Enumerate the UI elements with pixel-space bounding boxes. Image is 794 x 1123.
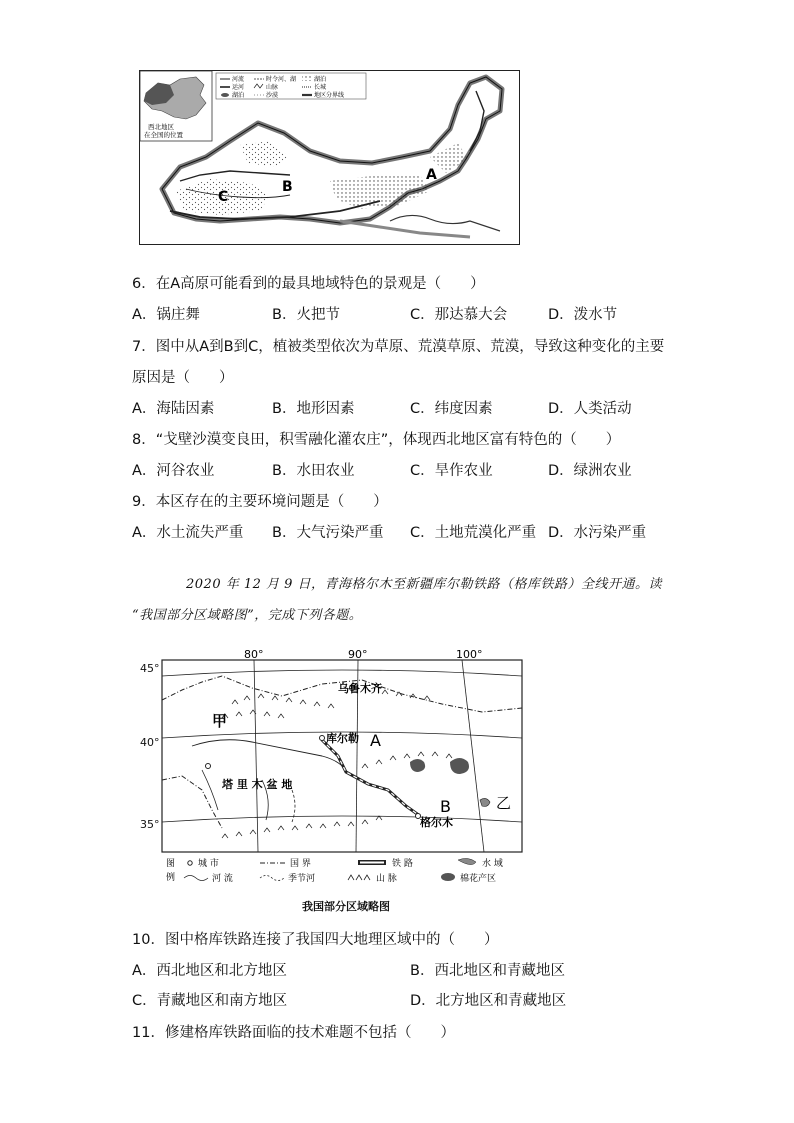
label-golmud: 格尔木 bbox=[420, 816, 453, 829]
question-7-stem: 7．图中从A到B到C，植被类型依次为草原、荒漠草原、荒漠，导致这种变化的主要 bbox=[132, 339, 665, 355]
q9-option-b[interactable]: B．大气污染严重 bbox=[272, 525, 384, 541]
tianshan-mountains bbox=[180, 171, 290, 181]
svg-text:河流: 河流 bbox=[232, 76, 245, 83]
svg-text:例: 例 bbox=[166, 873, 176, 883]
label-a: A bbox=[370, 731, 381, 750]
passage-line-2: “我国部分区域略图”，完成下列各题。 bbox=[132, 608, 363, 623]
q10-option-d[interactable]: D．北方地区和青藏地区 bbox=[410, 993, 567, 1009]
lon-80: 80° bbox=[244, 648, 264, 661]
map1-legend bbox=[216, 73, 366, 99]
svg-text:棉花产区: 棉花产区 bbox=[460, 874, 497, 884]
map1-label-b: B bbox=[282, 179, 293, 195]
q10-option-a[interactable]: A．西北地区和北方地区 bbox=[132, 963, 287, 979]
q8-option-c[interactable]: C．旱作农业 bbox=[410, 463, 493, 479]
label-b: B bbox=[440, 797, 451, 816]
svg-text:季节河: 季节河 bbox=[288, 874, 316, 884]
question-6-stem: 6．在A高原可能看到的最具地域特色的景观是（ ） bbox=[132, 276, 485, 292]
svg-text:运河: 运河 bbox=[232, 84, 245, 91]
svg-text:地区分界线: 地区分界线 bbox=[314, 92, 345, 99]
lat-40: 40° bbox=[140, 736, 160, 749]
question-8-stem: 8．“戈壁沙漠变良田，积雪融化灌农庄”，体现西北地区富有特色的（ ） bbox=[132, 432, 621, 448]
svg-text:城 市: 城 市 bbox=[198, 859, 219, 869]
northwest-region-map bbox=[139, 70, 520, 245]
q9-option-a[interactable]: A．水土流失严重 bbox=[132, 525, 244, 541]
svg-text:时令河、湖: 时令河、湖 bbox=[266, 76, 297, 83]
label-tarim-basin: 塔 里 木 盆 地 bbox=[222, 778, 293, 791]
lat-35: 35° bbox=[140, 818, 160, 831]
q7-option-d[interactable]: D．人类活动 bbox=[548, 401, 632, 417]
label-korla: 库尔勒 bbox=[326, 732, 359, 745]
svg-text:图: 图 bbox=[166, 859, 176, 869]
q8-option-a[interactable]: A．河谷农业 bbox=[132, 463, 215, 479]
q10-option-b[interactable]: B．西北地区和青藏地区 bbox=[410, 963, 565, 979]
badain-jaran-desert bbox=[330, 175, 430, 209]
question-9-stem: 9．本区存在的主要环境问题是（ ） bbox=[132, 494, 388, 510]
inset-caption-2: 在全国的位置 bbox=[144, 131, 183, 139]
map2-legend bbox=[166, 857, 503, 884]
lon-100: 100° bbox=[456, 648, 483, 661]
q7-option-a[interactable]: A．海陆因素 bbox=[132, 401, 215, 417]
q9-option-c[interactable]: C．土地荒漠化严重 bbox=[410, 525, 537, 541]
svg-text:沙漠: 沙漠 bbox=[266, 92, 279, 99]
map2-caption: 我国部分区域略图 bbox=[302, 900, 390, 913]
svg-text:国 界: 国 界 bbox=[290, 859, 311, 869]
question-10-stem: 10．图中格库铁路连接了我国四大地理区域中的（ ） bbox=[132, 932, 499, 948]
gurbantunggut-desert bbox=[240, 141, 290, 167]
map1-label-c: C bbox=[218, 189, 229, 205]
yellow-river bbox=[390, 215, 500, 231]
svg-text:长城: 长城 bbox=[314, 84, 327, 91]
northwest-map-svg bbox=[140, 71, 518, 243]
label-jia: 甲 bbox=[212, 712, 228, 730]
question-7-stem-cont: 原因是（ ） bbox=[132, 370, 234, 386]
city-korla bbox=[320, 736, 325, 741]
regional-sketch-map bbox=[140, 648, 522, 884]
label-yi: 乙 bbox=[496, 794, 512, 812]
q6-option-a[interactable]: A．锅庄舞 bbox=[132, 307, 200, 323]
svg-text:水 域: 水 域 bbox=[482, 859, 503, 869]
q10-option-c[interactable]: C．青藏地区和南方地区 bbox=[132, 993, 288, 1009]
svg-text:湖泊: 湖泊 bbox=[314, 76, 327, 83]
city-kashgar bbox=[206, 764, 211, 769]
inset-caption-1: 西北地区 bbox=[148, 123, 174, 131]
q6-option-b[interactable]: B．火把节 bbox=[272, 307, 340, 323]
question-11-stem: 11．修建格库铁路面临的技术难题不包括（ ） bbox=[132, 1025, 455, 1041]
q7-option-b[interactable]: B．地形因素 bbox=[272, 401, 355, 417]
lat-45: 45° bbox=[140, 662, 160, 675]
q8-option-b[interactable]: B．水田农业 bbox=[272, 463, 355, 479]
q7-option-c[interactable]: C．纬度因素 bbox=[410, 401, 493, 417]
svg-text:铁 路: 铁 路 bbox=[392, 859, 413, 869]
q6-option-c[interactable]: C．那达慕大会 bbox=[410, 307, 508, 323]
lon-90: 90° bbox=[348, 648, 368, 661]
svg-text:湖泊: 湖泊 bbox=[232, 92, 245, 99]
svg-text:山 脉: 山 脉 bbox=[376, 874, 397, 884]
label-urumqi: 乌鲁木齐 bbox=[338, 682, 382, 695]
map1-label-a: A bbox=[426, 167, 437, 183]
regional-map-svg bbox=[162, 648, 522, 884]
q9-option-d[interactable]: D．水污染严重 bbox=[548, 525, 647, 541]
q8-option-d[interactable]: D．绿洲农业 bbox=[548, 463, 632, 479]
svg-text:河 流: 河 流 bbox=[212, 874, 233, 884]
q6-option-d[interactable]: D．泼水节 bbox=[548, 307, 618, 323]
passage-line-1: 2020 年 12 月 9 日，青海格尔木至新疆库尔勒铁路（格库铁路）全线开通。读 bbox=[186, 577, 663, 592]
svg-text:山脉: 山脉 bbox=[266, 84, 279, 91]
